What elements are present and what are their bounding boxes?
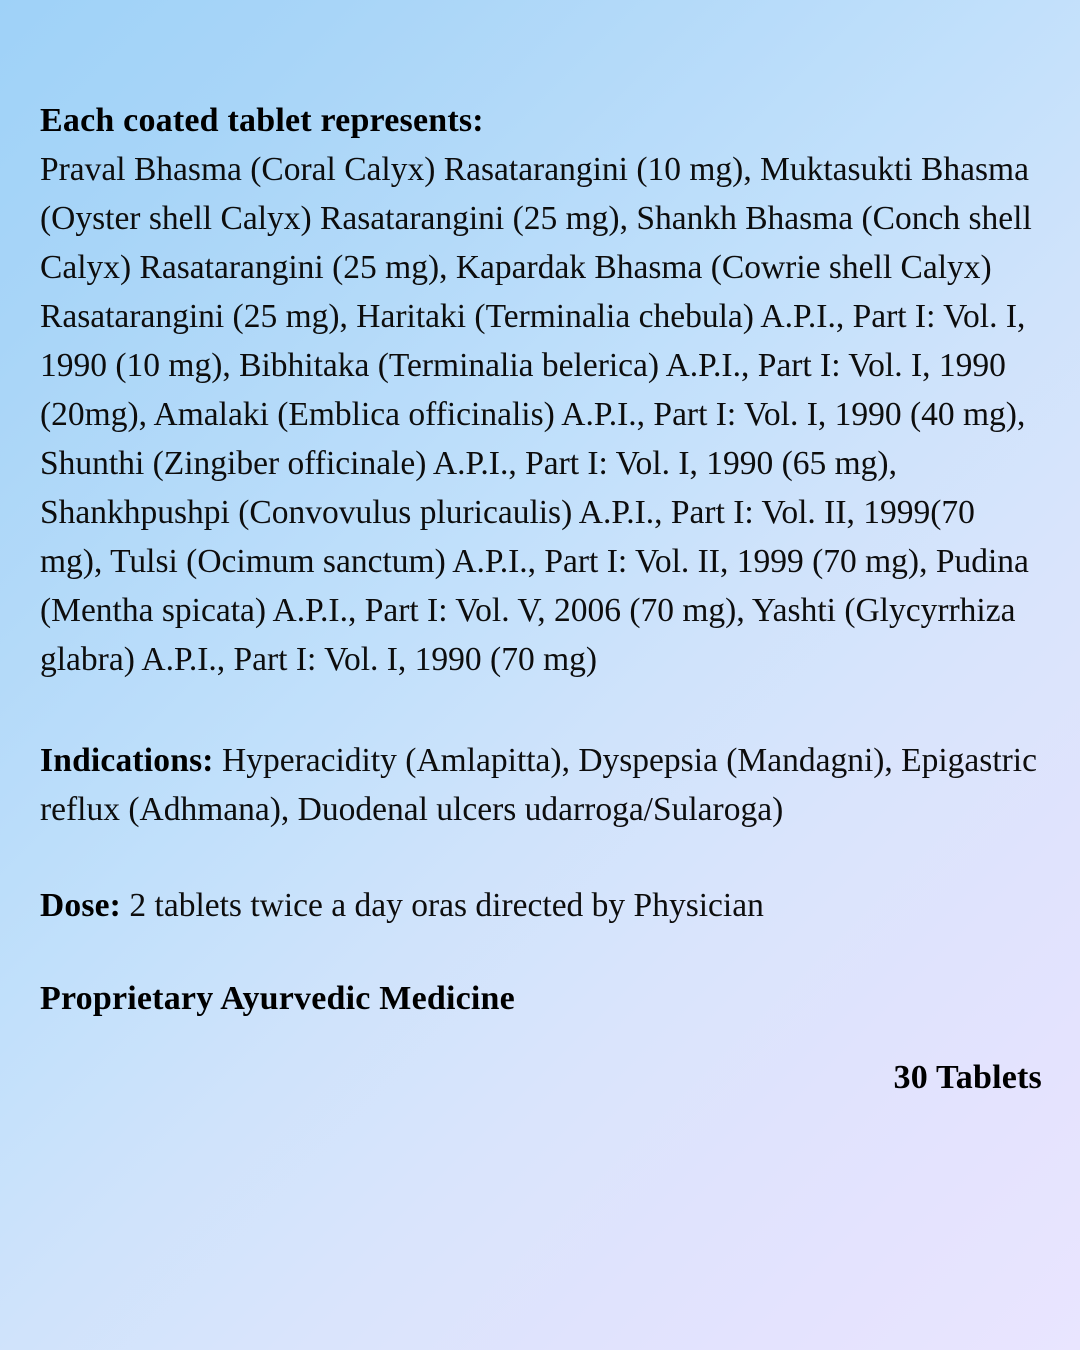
indications-text: Hyperacidity (Amlapitta), Dyspepsia (Mandagni), Epigastric reflux (Adhmana), Duodenal ulcers udarroga/Sularoga) [40,742,1037,828]
classification-text: Proprietary Ayurvedic Medicine [40,980,515,1017]
dose-label: Dose: [40,887,122,924]
composition-section [40,96,1045,684]
composition-heading: Each coated tablet represents: [40,102,484,139]
spacer-after-dose [40,930,1045,974]
dose-section [40,881,1045,930]
composition-ingredients-text: Praval Bhasma (Coral Calyx) Rasatarangini (10 mg), Muktasukti Bhasma (Oyster shell Calyx) Rasatarangini (25 mg), Shankh Bhasma (Conch shell Calyx) Rasatarangini (25 mg), Kapardak Bhasma (Cowrie shell Calyx) Rasatarangini (25 mg), Haritaki (Terminalia chebula) A.P.I., Part I: Vol. I, 1990 (10 mg), Bibhitaka (Terminalia belerica) A.P.I., Part I: Vol. I, 1990 (20mg), Amalaki (Emblica officinalis) A.P.I., Part I: Vol. I, 1990 (40 mg), Shunthi (Zingiber officinale) A.P.I., Part I: Vol. I, 1990 (65 mg), Shankhpushpi (Convovulus pluricaulis) A.P.I., Part I: Vol. II, 1999(70 mg), Tulsi (Ocimum sanctum) A.P.I., Part I: Vol. II, 1999 (70 mg), Pudina (Mentha spicata) A.P.I., Part I: Vol. V, 2006 (70 mg), Yashti (Glycyrrhiza glabra) A.P.I., Part I: Vol. I, 1990 (70 mg) [40,151,1032,678]
indications-section [40,736,1045,834]
spacer-after-indications [40,834,1045,881]
spacer-after-composition [40,684,1045,736]
dose-text: 2 tablets twice a day oras directed by Physician [121,887,764,924]
indications-label: Indications: [40,742,214,779]
pack-count-text: 30 Tablets [893,1059,1042,1096]
pack-count-section [40,1053,1045,1102]
label-content [40,96,1045,1102]
classification-section [40,974,1045,1023]
